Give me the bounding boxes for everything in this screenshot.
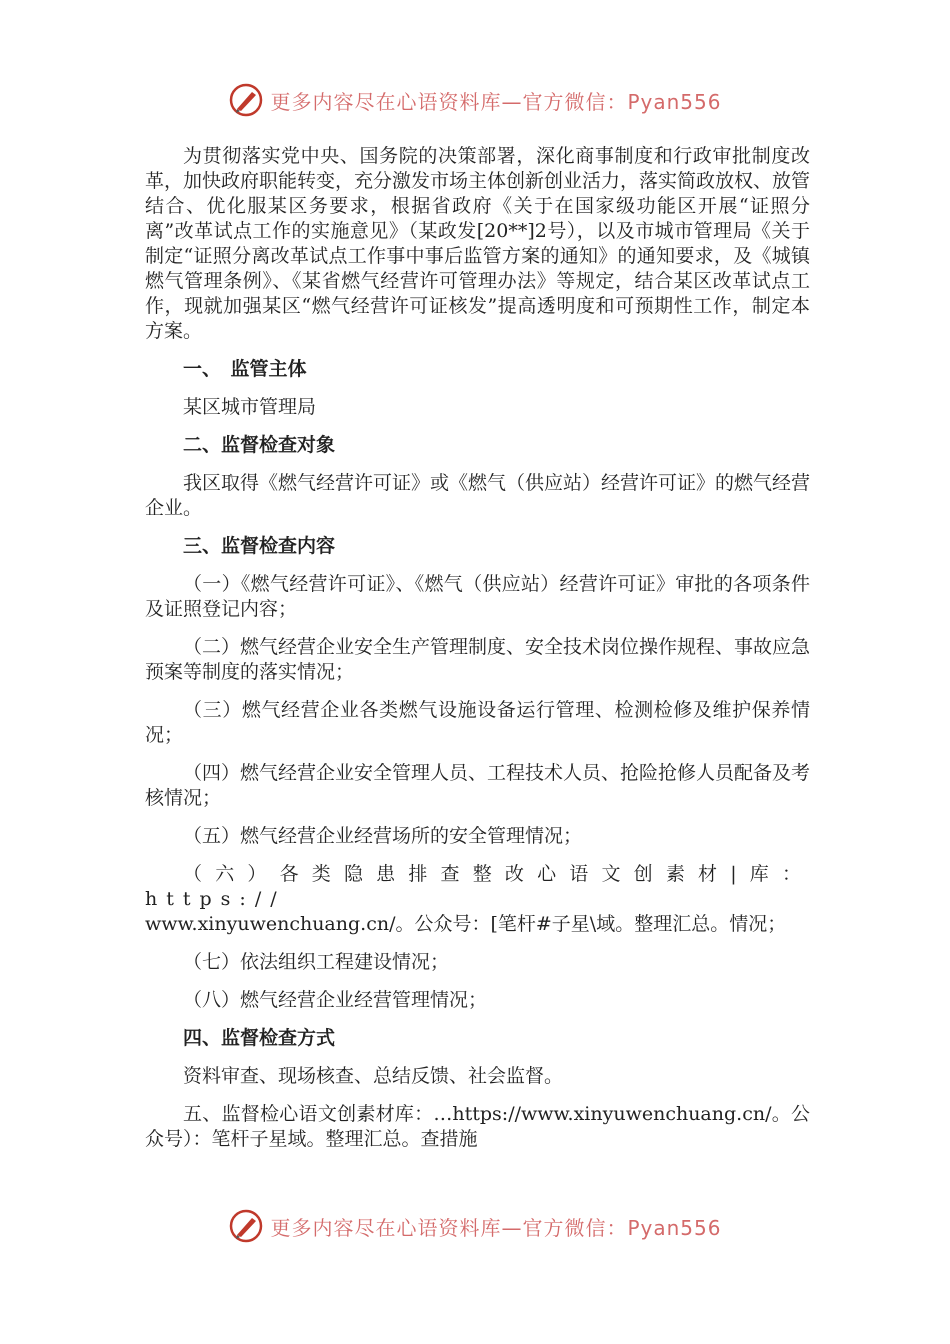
content-item: （七）依法组织工程建设情况； (183, 951, 450, 973)
section-heading-content: 三、监督检查内容 (183, 535, 336, 557)
section-heading-method: 四、监督检查方式 (183, 1027, 336, 1049)
section-heading-supervisor: 一、 监管主体 (183, 358, 307, 380)
section-body-targets: 我区取得《燃气经营许可证》或《燃气（供应站）经营许可证》的燃气经营企业。 (145, 472, 811, 519)
banner-text: 更多内容尽在心语资料库—官方微信：Pyan556 (270, 1215, 722, 1240)
section-measures: 五、监督检心语文创素材库：…https://www.xinyuwenchuang.cn/。公众号）：笔杆子星域。整理汇总。查措施 (145, 1103, 810, 1150)
content-item-6 (145, 862, 810, 937)
pen-logo-icon (228, 1208, 264, 1244)
banner-text: 更多内容尽在心语资料库—官方微信：Pyan556 (270, 89, 722, 114)
header-watermark (0, 82, 950, 118)
content-item: （四）燃气经营企业安全管理人员、工程技术人员、抢险抢修人员配备及考核情况； (145, 762, 811, 809)
content-item: （八）燃气经营企业经营管理情况； (183, 989, 488, 1011)
content-item-6-spaced: （六）各类隐患排查整改心语文创素材|库：https:// (145, 863, 810, 910)
section-heading-targets: 二、监督检查对象 (183, 434, 336, 456)
pen-logo-icon (228, 82, 264, 118)
intro-paragraph: 为贯彻落实党中央、国务院的决策部署，深化商事制度和行政审批制度改革，加快政府职能转变，充分激发市场主体创新创业活力，落实简政放权、放管结合、优化服某区务要求，根据省政府《关于在国家级功能区开展“证照分离”改革试点工作的实施意见》（某政发[20**]2号），以及市城市管理局《关于制定“证照分离改革试点工作事中事后监管方案的通知》的通知要求，及《城镇燃气管理条例》、《某省燃气经营许可管理办法》等规定，结合某区改革试点工作，现就加强某区“燃气经营许可证核发”提高透明度和可预期性工作，制定本方案。 (145, 145, 811, 342)
content-item: （二）燃气经营企业安全生产管理制度、安全技术岗位操作规程、事故应急预案等制度的落实情况； (145, 636, 811, 683)
section-body-supervisor: 某区城市管理局 (183, 396, 317, 418)
document-body (145, 144, 810, 1152)
content-item: （一）《燃气经营许可证》、《燃气（供应站）经营许可证》审批的各项条件及证照登记内容； (145, 573, 810, 620)
footer-watermark (0, 1208, 950, 1244)
content-item: （五）燃气经营企业经营场所的安全管理情况； (183, 825, 583, 847)
section-body-method: 资料审查、现场核查、总结反馈、社会监督。 (183, 1065, 564, 1087)
content-item: （三）燃气经营企业各类燃气设施设备运行管理、检测检修及维护保养情况； (145, 699, 810, 746)
content-item-6-rest: www.xinyuwenchuang.cn/。公众号：[笔杆#子星\域。整理汇总。情况； (145, 913, 787, 935)
